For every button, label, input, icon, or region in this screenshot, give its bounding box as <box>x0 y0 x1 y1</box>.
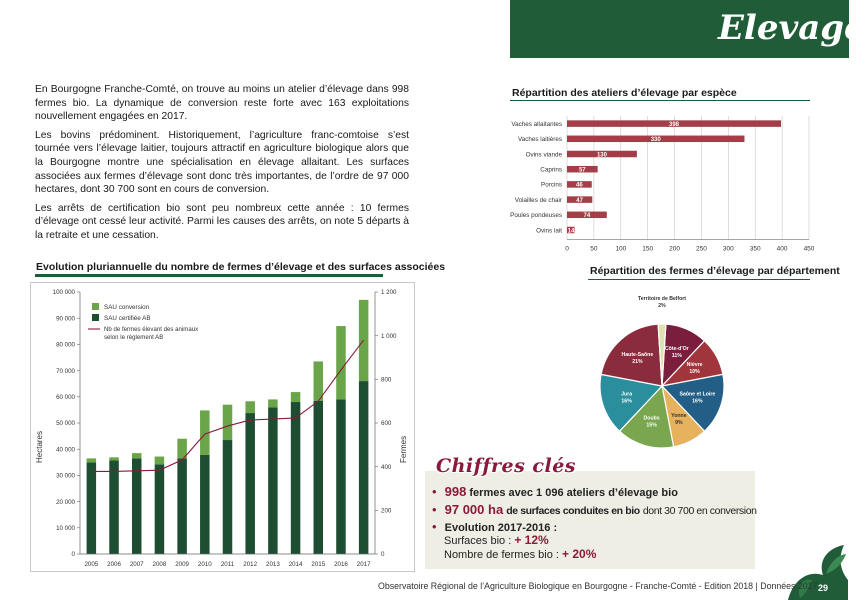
intro-paragraph: Les arrêts de certification bio sont peu nombreux cette année : 10 fermes d’élevage ont cessé leur activité. Parmi les causes des arrêts, on note 5 départs à la retraite et une cessation. <box>35 202 409 241</box>
conversion-bar <box>155 457 165 465</box>
key-figure-surface <box>432 502 757 517</box>
farms-count: 998 <box>444 484 467 499</box>
certified-bar <box>314 401 324 554</box>
category-label: Vaches laitières <box>518 136 562 144</box>
x-tick-label: 2016 <box>334 561 348 568</box>
pie-slice-label: Nièvre <box>686 362 703 369</box>
certified-bar <box>223 440 233 554</box>
farms-change-value: + 20% <box>562 547 597 561</box>
bar-value-label: 57 <box>578 167 586 174</box>
x-tick-label: 2008 <box>152 561 167 568</box>
bar-value-label: 130 <box>596 152 607 159</box>
x-tick-label: 450 <box>803 245 815 253</box>
pie-slice-label: Territoire de Belfort <box>637 296 687 302</box>
y2-tick-label: 400 <box>381 463 392 471</box>
intro-paragraph: Les bovins prédominent. Historiquement, l’agriculture franc-comtoise s’est tournée vers l’élevage laitier, toujours attractif en agriculture biologique alors que la Bourgogne montre une spécialisation en élevage allaitant. Les surfaces associées aux fermes d’élevage sont donc très importantes, de l’ordre de 97 000 hectares, dont 30 700 sont en cours de conversion. <box>35 129 409 196</box>
x-tick-label: 2011 <box>220 561 235 568</box>
certified-bar <box>109 460 119 554</box>
x-tick-label: 2014 <box>288 561 303 568</box>
conversion-bar <box>109 457 119 460</box>
key-figure-evolution <box>432 519 557 534</box>
y2-tick-label: 1 200 <box>381 289 397 297</box>
category-label: Volailles de chair <box>514 196 562 204</box>
legend-label-conversion: SAU conversion <box>104 304 150 311</box>
conversion-bar <box>268 399 278 407</box>
surface-conversion: dont 30 700 en conversion <box>642 505 757 517</box>
x-tick-label: 2015 <box>311 561 326 568</box>
y-tick-label: 40 000 <box>56 446 75 454</box>
category-label: Vaches allaitantes <box>511 120 562 128</box>
surface-description: de surfaces conduites en bio <box>506 505 640 517</box>
x-tick-label: 2005 <box>84 561 99 568</box>
pie-slice-percent: 16% <box>692 398 703 405</box>
footer-text: Observatoire Régional de l’Agriculture Biologique en Bourgogne - Franche-Comté - Edition 2018 | Données 2017 <box>378 581 818 591</box>
x-tick-label: 2007 <box>129 561 144 568</box>
x-tick-label: 400 <box>776 245 788 253</box>
certified-bar <box>336 399 346 554</box>
y-tick-label: 60 000 <box>56 394 75 401</box>
intro-text <box>35 83 409 248</box>
intro-paragraph: En Bourgogne Franche-Comté, on trouve au moins un atelier d’élevage dans 998 fermes bio. La dynamique de conversion reste forte avec 163 exploitations nouvellement engagées en 2017. <box>35 84 409 123</box>
x-tick-label: 150 <box>642 245 654 253</box>
certified-bar <box>155 464 165 554</box>
pie-slice-label: Doubs <box>643 415 660 422</box>
certified-bar <box>132 458 142 554</box>
conversion-bar <box>245 401 255 413</box>
bullet-icon: • <box>432 502 437 517</box>
key-figure-surfaces-change <box>444 533 549 547</box>
conversion-bar <box>87 458 97 462</box>
pie-slice-label: Yonne <box>671 413 687 420</box>
pie-slice-percent: 21% <box>632 359 643 366</box>
bar-value-label: 14 <box>567 228 575 235</box>
x-tick-label: 2013 <box>266 561 280 568</box>
evolution-label: Evolution 2017-2016 : <box>444 522 558 534</box>
x-tick-label: 0 <box>565 245 569 253</box>
y-tick-label: 80 000 <box>56 341 75 349</box>
x-tick-label: 250 <box>696 245 707 253</box>
y-tick-label: 30 000 <box>56 472 75 480</box>
key-figure-farms-change <box>444 547 596 561</box>
conversion-bar <box>223 405 233 440</box>
category-label: Ovins viande <box>525 151 562 159</box>
bar-value-label: 398 <box>669 121 680 128</box>
certified-bar <box>87 462 97 554</box>
pie-slice-percent: 11% <box>671 352 682 359</box>
x-tick-label: 50 <box>590 245 598 253</box>
y2-tick-label: 800 <box>381 376 392 384</box>
certified-bar <box>359 381 369 554</box>
category-label: Porcins <box>541 181 562 189</box>
surfaces-change-value: + 12% <box>514 533 549 547</box>
bar-value-label: 330 <box>650 137 661 144</box>
y2-tick-label: 0 <box>381 551 385 559</box>
pie-slice-percent: 9% <box>675 420 683 427</box>
bar-value-label: 47 <box>576 197 583 204</box>
key-figure-farms <box>432 484 678 499</box>
farms-change-label: Nombre de fermes bio : <box>444 549 559 561</box>
x-tick-label: 2017 <box>356 561 371 568</box>
x-tick-label: 200 <box>669 245 680 253</box>
legend-swatch-certified <box>92 314 99 321</box>
legend-label-line-cont: selon le règlement AB <box>104 334 164 341</box>
y2-axis-label: Fermes <box>399 435 408 463</box>
y-tick-label: 0 <box>71 551 75 559</box>
y2-tick-label: 1 000 <box>381 332 397 340</box>
page-number: 29 <box>818 583 829 593</box>
farms-description: fermes avec 1 096 ateliers d’élevage bio <box>469 487 678 499</box>
bar-value-label: 74 <box>583 213 591 220</box>
y-tick-label: 100 000 <box>52 289 75 297</box>
surface-value: 97 000 ha <box>444 502 504 517</box>
evolution-chart-title: Evolution pluriannuelle du nombre de fermes d’élevage et des surfaces associées <box>36 261 446 273</box>
surfaces-change-label: Surfaces bio : <box>444 535 512 547</box>
certified-bar <box>177 458 187 554</box>
bar-value-label: 46 <box>576 182 583 189</box>
key-figures-title: Chiffres clés <box>436 455 576 477</box>
species-chart-title: Répartition des ateliers d’élevage par espèce <box>512 87 737 99</box>
x-tick-label: 100 <box>615 245 627 253</box>
pie-slice-label: Haute-Saône <box>621 352 654 359</box>
pie-slice-percent: 16% <box>621 398 632 405</box>
y2-tick-label: 200 <box>381 507 392 515</box>
conversion-bar <box>291 392 301 402</box>
y-tick-label: 50 000 <box>56 420 75 428</box>
bullet-icon: • <box>432 484 437 499</box>
x-tick-label: 300 <box>722 245 734 253</box>
pie-slice-label: Saône et Loire <box>679 391 716 398</box>
department-chart-title: Répartition des fermes d’élevage par département <box>590 265 840 277</box>
x-tick-label: 2010 <box>197 561 212 568</box>
evolution-title-rule <box>35 274 383 277</box>
species-bar-chart <box>495 110 825 252</box>
y-tick-label: 90 000 <box>56 315 75 323</box>
category-label: Ovins lait <box>536 227 562 235</box>
species-title-rule <box>510 100 810 101</box>
legend-label-certified: SAU certifiée AB <box>104 315 151 322</box>
legend-swatch-conversion <box>92 303 99 310</box>
y-tick-label: 10 000 <box>56 525 75 532</box>
certified-bar <box>268 407 278 554</box>
y2-tick-label: 600 <box>381 420 392 428</box>
department-title-rule <box>588 279 810 280</box>
x-tick-label: 2009 <box>175 561 189 568</box>
pie-slice-label: Jura <box>621 391 633 398</box>
conversion-bar <box>132 453 142 458</box>
pie-slice-percent: 15% <box>646 422 657 429</box>
legend-label-line: Nb de fermes élevant des animaux <box>104 326 199 333</box>
pie-slice-percent: 2% <box>658 303 666 309</box>
certified-bar <box>291 402 301 554</box>
y-tick-label: 20 000 <box>56 498 75 506</box>
certified-bar <box>200 455 210 554</box>
x-tick-label: 350 <box>749 245 761 253</box>
x-tick-label: 2012 <box>243 561 258 568</box>
y-axis-label: Hectares <box>35 430 44 463</box>
bullet-icon: • <box>432 519 437 534</box>
conversion-bar <box>314 361 324 400</box>
category-label: Caprins <box>540 166 562 174</box>
conversion-bar <box>336 326 346 399</box>
x-tick-label: 2006 <box>107 561 121 568</box>
pie-slice-percent: 10% <box>689 369 700 376</box>
leaf-decoration-icon <box>778 540 849 600</box>
department-pie-chart <box>560 285 840 450</box>
category-label: Poules pondeuses <box>510 212 562 220</box>
certified-bar <box>245 413 255 554</box>
evolution-chart <box>30 282 415 572</box>
pie-slice-label: Côte-d'Or <box>664 345 689 352</box>
y-tick-label: 70 000 <box>56 367 75 375</box>
page-title: Elevage <box>718 8 866 48</box>
